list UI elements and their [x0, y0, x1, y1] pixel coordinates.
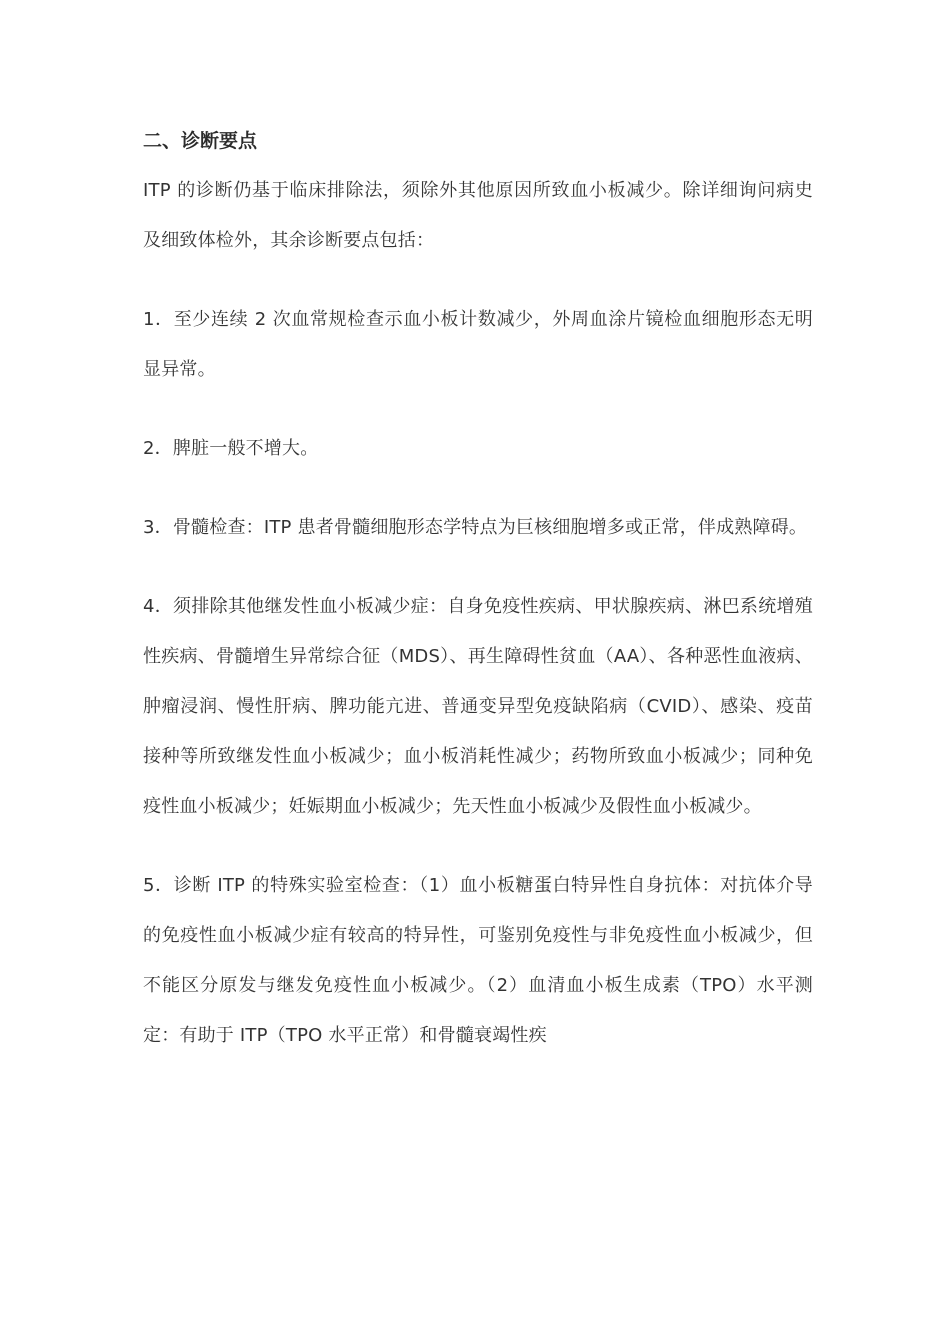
document-page	[143, 128, 813, 1090]
list-item: 1．至少连续 2 次血常规检查示血小板计数减少，外周血涂片镜检血细胞形态无明显异常。	[143, 309, 813, 380]
list-item: 5．诊断 ITP 的特殊实验室检查：（1）血小板糖蛋白特异性自身抗体：对抗体介导的免疫性血小板减少症有较高的特异性，可鉴别免疫性与非免疫性血小板减少，但不能区分原发与继发免疫性血小板减少。（2）血清血小板生成素（TPO）水平测定：有助于 ITP（TPO 水平正常）和骨髓衰竭性疾	[143, 875, 813, 1046]
list-item: 2．脾脏一般不增大。	[143, 438, 319, 459]
list-item: 3．骨髓检查：ITP 患者骨髓细胞形态学特点为巨核细胞增多或正常，伴成熟障碍。	[143, 517, 808, 538]
list-item: 4．须排除其他继发性血小板减少症：自身免疫性疾病、甲状腺疾病、淋巴系统增殖性疾病、骨髓增生异常综合征（MDS）、再生障碍性贫血（AA）、各种恶性血液病、肿瘤浸润、慢性肝病、脾功能亢进、普通变异型免疫缺陷病（CVID）、感染、疫苗接种等所致继发性血小板减少；血小板消耗性减少；药物所致血小板减少；同种免疫性血小板减少；妊娠期血小板减少；先天性血小板减少及假性血小板减少。	[143, 596, 813, 817]
intro-paragraph: ITP 的诊断仍基于临床排除法，须除外其他原因所致血小板减少。除详细询问病史及细致体检外，其余诊断要点包括：	[143, 180, 813, 251]
section-heading: 二、诊断要点	[143, 130, 258, 152]
